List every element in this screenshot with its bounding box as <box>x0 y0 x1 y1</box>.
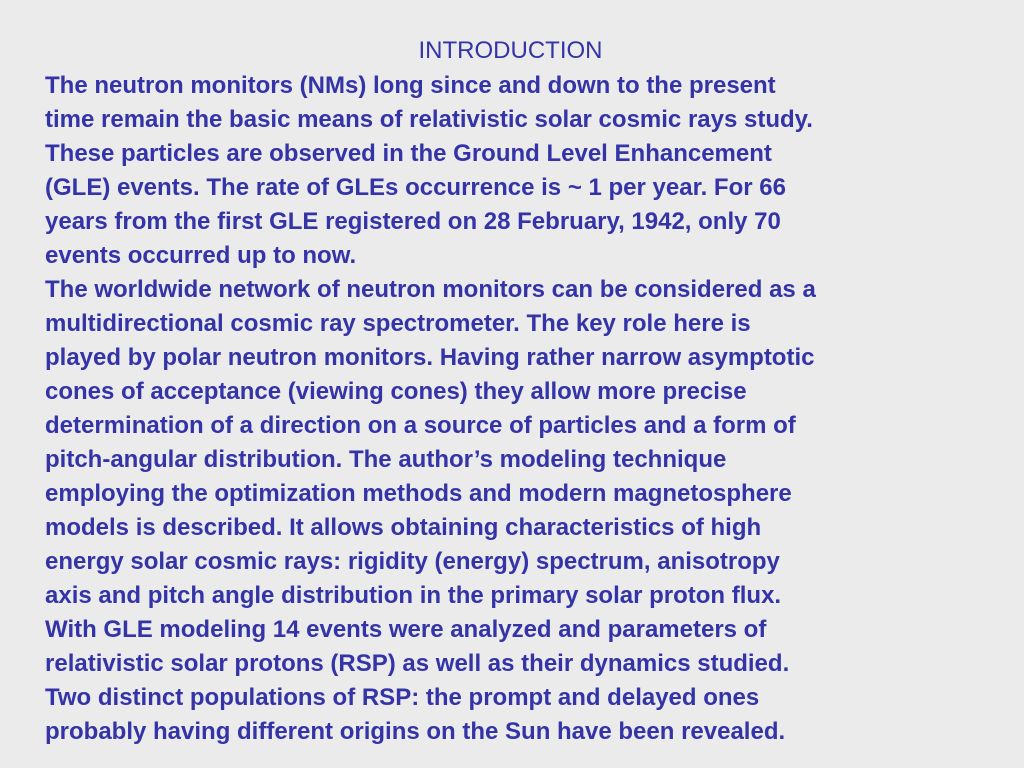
paragraph-line: events occurred up to now. <box>45 242 357 269</box>
paragraph-line: relativistic solar protons (RSP) as well as their dynamics studied. <box>45 650 790 677</box>
paragraph-line: probably having different origins on the Sun have been revealed. <box>45 718 786 745</box>
paragraph-line: The neutron monitors (NMs) long since and down to the present <box>45 72 776 99</box>
paragraph-line: The worldwide network of neutron monitors can be considered as a <box>45 276 816 303</box>
paragraph-line: energy solar cosmic rays: rigidity (energy) spectrum, anisotropy <box>45 548 780 575</box>
paragraph-line: (GLE) events. The rate of GLEs occurrence is ~ 1 per year. For 66 <box>45 174 786 201</box>
paragraph-line: models is described. It allows obtaining characteristics of high <box>45 514 762 541</box>
paragraph-line: time remain the basic means of relativistic solar cosmic rays study. <box>45 106 813 133</box>
paragraph-line: played by polar neutron monitors. Having rather narrow asymptotic <box>45 344 815 371</box>
paragraph-line: determination of a direction on a source of particles and a form of <box>45 412 796 439</box>
paragraph-line: Two distinct populations of RSP: the prompt and delayed ones <box>45 684 760 711</box>
paragraph-line: axis and pitch angle distribution in the primary solar proton flux. <box>45 582 782 609</box>
paragraph-line: pitch-angular distribution. The author’s modeling technique <box>45 446 727 473</box>
paragraph-line: multidirectional cosmic ray spectrometer. The key role here is <box>45 310 751 337</box>
paragraph-line: years from the first GLE registered on 28 February, 1942, only 70 <box>45 208 781 235</box>
paragraph-line: With GLE modeling 14 events were analyzed and parameters of <box>45 616 767 643</box>
slide-title: INTRODUCTION <box>418 37 603 64</box>
intro-paragraph-1 <box>45 69 964 273</box>
intro-paragraph-2 <box>45 273 964 749</box>
paragraph-line: employing the optimization methods and modern magnetosphere <box>45 480 792 507</box>
paragraph-line: These particles are observed in the Ground Level Enhancement <box>45 140 772 167</box>
paragraph-line: cones of acceptance (viewing cones) they allow more precise <box>45 378 747 405</box>
